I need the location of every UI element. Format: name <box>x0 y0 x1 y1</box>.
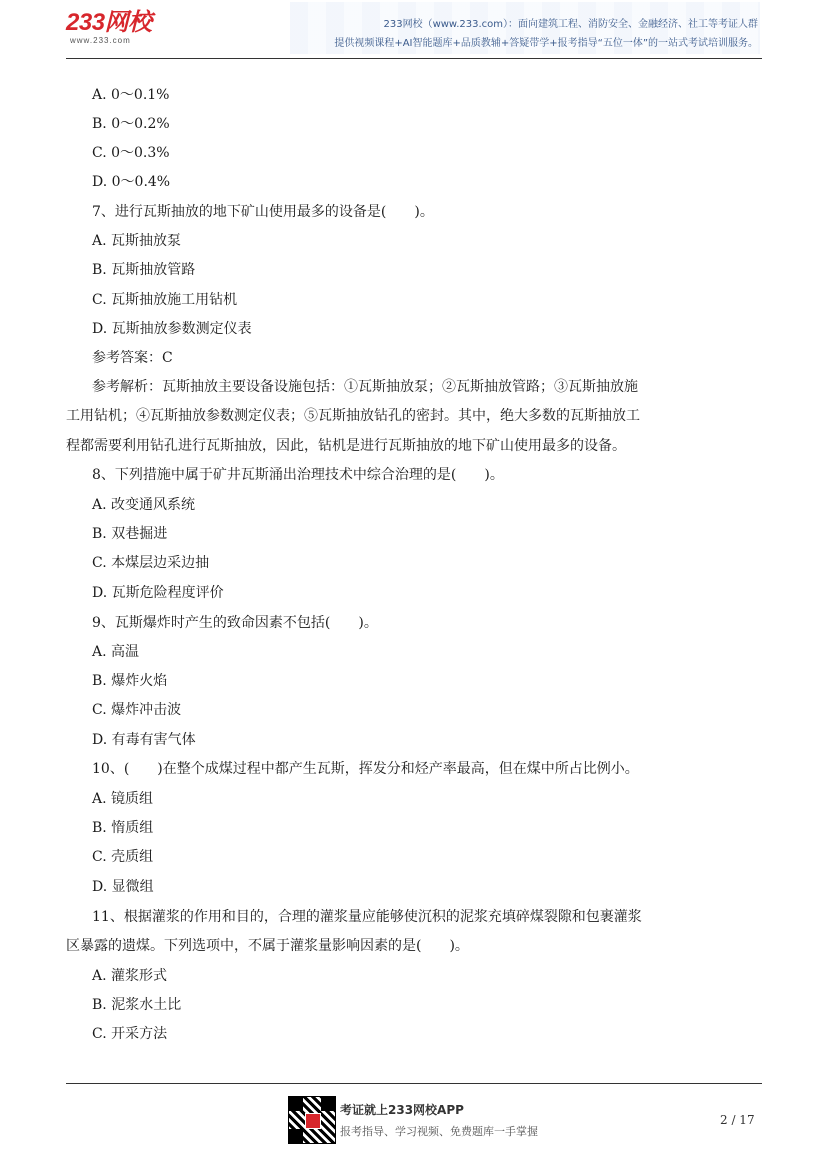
option-line: C. 0～0.3% <box>92 145 170 161</box>
option-line: B. 惰质组 <box>92 820 154 836</box>
question-10: 10、( )在整个成煤过程中都产生瓦斯，挥发分和烃产率最高，但在煤中所占比例小。 <box>92 761 639 777</box>
question-11: 11、根据灌浆的作用和目的，合理的灌浆量应能够使沉积的泥浆充填碎煤裂隙和包裹灌浆 <box>92 909 642 925</box>
question-7: 7、进行瓦斯抽放的地下矿山使用最多的设备是( )。 <box>92 204 434 220</box>
header-tagline-1: 233网校（www.233.com）：面向建筑工程、消防安全、金融经济、社工等考证人群 <box>383 19 758 30</box>
option-line: A. 高温 <box>92 644 140 660</box>
page-header <box>0 0 830 60</box>
brand-logo <box>66 10 152 46</box>
option-line: A. 改变通风系统 <box>92 497 196 513</box>
option-line: B. 瓦斯抽放管路 <box>92 262 196 278</box>
header-tagline-2: 提供视频课程+AI智能题库+品质教辅+答疑带学+报考指导“五位一体”的一站式考试培训服务。 <box>334 38 758 49</box>
logo-text: 233网校 <box>66 9 152 36</box>
explanation-line: 程都需要利用钻孔进行瓦斯抽放，因此，钻机是进行瓦斯抽放的地下矿山使用最多的设备。 <box>66 438 626 454</box>
explanation-line: 工用钻机；④瓦斯抽放参数测定仪表；⑤瓦斯抽放钻孔的密封。其中，绝大多数的瓦斯抽放工 <box>66 408 640 424</box>
explanation-line: 参考解析：瓦斯抽放主要设备设施包括：①瓦斯抽放泵；②瓦斯抽放管路；③瓦斯抽放施 <box>92 379 638 395</box>
qr-logo-icon <box>305 1113 321 1129</box>
option-line: D. 0～0.4% <box>92 174 171 190</box>
option-line: A. 0～0.1% <box>92 87 170 103</box>
footer-app-subtitle: 报考指导、学习视频、免费题库一手掌握 <box>340 1125 538 1138</box>
option-line: A. 灌浆形式 <box>92 968 168 984</box>
qr-code-icon <box>288 1096 336 1144</box>
option-line: B. 0～0.2% <box>92 116 170 132</box>
option-line: A. 瓦斯抽放泵 <box>92 233 182 249</box>
option-line: B. 双巷掘进 <box>92 526 168 542</box>
header-divider <box>66 58 762 59</box>
answer-line: 参考答案：C <box>92 350 173 366</box>
page-number: 2 / 17 <box>720 1113 755 1127</box>
option-line: C. 本煤层边采边抽 <box>92 555 210 571</box>
question-8: 8、下列措施中属于矿井瓦斯涌出治理技术中综合治理的是( )。 <box>92 467 504 483</box>
option-line: B. 爆炸火焰 <box>92 673 168 689</box>
option-line: D. 显微组 <box>92 879 154 895</box>
option-line: C. 爆炸冲击波 <box>92 702 182 718</box>
question-11-cont: 区暴露的遗煤。下列选项中，不属于灌浆量影响因素的是( )。 <box>66 938 469 954</box>
question-9: 9、瓦斯爆炸时产生的致命因素不包括( )。 <box>92 615 378 631</box>
option-line: C. 开采方法 <box>92 1026 168 1042</box>
logo-url: www.233.com <box>70 36 131 45</box>
option-line: D. 瓦斯抽放参数测定仪表 <box>92 321 252 337</box>
option-line: D. 有毒有害气体 <box>92 732 196 748</box>
option-line: D. 瓦斯危险程度评价 <box>92 585 224 601</box>
option-line: B. 泥浆水土比 <box>92 997 182 1013</box>
option-line: A. 镜质组 <box>92 791 154 807</box>
option-line: C. 壳质组 <box>92 849 154 865</box>
footer-app-title: 考证就上233网校APP <box>340 1103 464 1117</box>
footer-divider <box>66 1083 762 1084</box>
option-line: C. 瓦斯抽放施工用钻机 <box>92 292 238 308</box>
